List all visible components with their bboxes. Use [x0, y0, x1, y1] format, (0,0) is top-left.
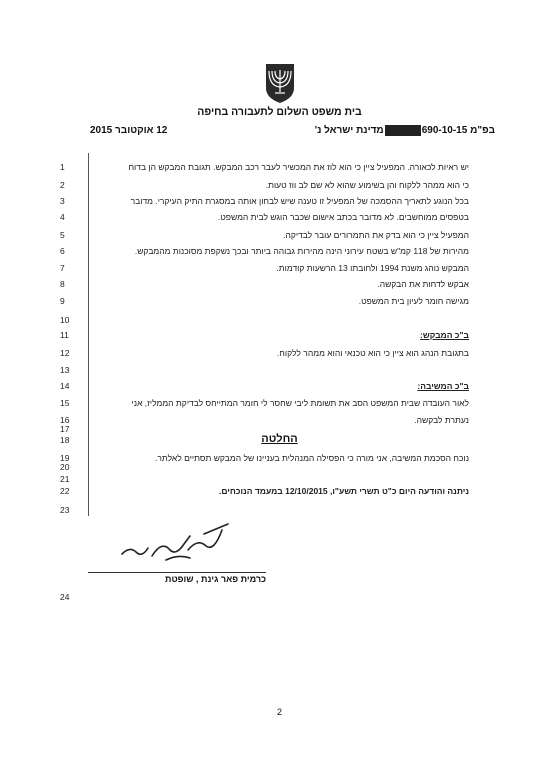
body-line: לאור העובדה שבית המשפט הסב את תשומת ליבי שחסר לי חומר המתייחס לבדיקת הממליז, אני: [131, 398, 469, 408]
line-number: 22: [60, 486, 70, 496]
case-prefix: בפ"מ: [470, 125, 495, 137]
decision-heading: החלטה: [261, 433, 298, 445]
case-identifier: [315, 125, 495, 136]
body-line: מהירות של 118 קמ"ש בשטח עירוני הינה מהירות גבוהה ביותר ובכך נשקפת מסוכנות מהמבקש.: [134, 246, 469, 256]
decision-date: 12 אוקטובר 2015: [90, 125, 168, 136]
state-emblem-icon: [263, 62, 297, 104]
page-number: 2: [276, 707, 282, 717]
line-number: 23: [60, 505, 70, 515]
judge-name: כרמית פאר גינת , שופטת: [165, 574, 266, 584]
section-heading: ב"כ המבקש:: [420, 330, 469, 340]
case-line: [90, 125, 495, 139]
line-number: 6: [60, 246, 65, 256]
line-number: 4: [60, 212, 65, 222]
line-number: 20: [60, 462, 70, 472]
case-number: 690-10-15: [421, 125, 468, 137]
body-line: יש ראיות לכאורה. המפעיל ציין כי הוא לוז את המכשיר לעבר רכב המבקש. תגובת המבקש הן בדוח: [128, 162, 469, 172]
body-line: המפעיל ציין כי הוא בדק את התמרורים עובר לבדיקה.: [283, 230, 469, 240]
line-number: 14: [60, 381, 70, 391]
body-line: נעתרת לבקשה.: [414, 415, 469, 425]
body-line: נוכח הסכמת המשיבה, אני מורה כי הפסילה המנהלית בעניינו של המבקש תסתיים לאלתר.: [154, 453, 469, 463]
line-number: 5: [60, 230, 65, 240]
line-number: 12: [60, 348, 70, 358]
line-number: 2: [60, 180, 65, 190]
line-number: 1: [60, 162, 65, 172]
section-heading: ב"כ המשיבה:: [417, 381, 469, 391]
court-name: בית משפט השלום לתעבורה בחיפה: [197, 106, 362, 118]
body-line: מגישה חומר לעיון בית המשפט.: [358, 296, 469, 306]
body-line: אבקש לדחות את הבקשה.: [377, 279, 469, 289]
case-parties: מדינת ישראל נ': [314, 125, 384, 137]
line-number: 8: [60, 279, 65, 289]
line-number: 13: [60, 365, 70, 375]
line-number: 15: [60, 398, 70, 408]
line-number: 10: [60, 315, 70, 325]
line-number: 16: [60, 415, 70, 425]
line-number: 17: [60, 424, 70, 434]
line-number: 24: [60, 592, 70, 602]
line-number: 21: [60, 474, 70, 484]
body-line: בטפסים ממוחשבים. לא מדובר בכתב אישום שכבר הוגש לבית המשפט.: [217, 212, 469, 222]
body-line: ניתנה והודעה היום כ"ט תשרי תשע"ו, 12/10/2015 במעמד הנוכחים.: [218, 486, 469, 496]
line-number: 7: [60, 263, 65, 273]
body-line: בכל הנוגע לתאריך ההסמכה של המפעיל זו טענה שיש לבחון אותה במסגרת התיק העיקרי. מדובר: [130, 196, 469, 206]
body-line: כי הוא ממהר ללקוח והן בשימוע שהוא לא שם לב ווז טעות.: [265, 180, 469, 190]
line-number: 18: [60, 435, 70, 445]
signature-line: [88, 572, 266, 573]
body-line: המבקש נוהג משנת 1994 ולחובתו 13 הרשעות קודמות.: [276, 263, 469, 273]
line-number: 19: [60, 453, 70, 463]
line-number: 3: [60, 196, 65, 206]
redaction-block: [385, 125, 421, 136]
line-number: 9: [60, 296, 65, 306]
body-line: בתגובת הנהג הוא ציין כי הוא טכנאי והוא ממהר ללקוח.: [276, 348, 469, 358]
handwritten-signature: [118, 516, 238, 566]
line-number: 11: [60, 330, 69, 340]
